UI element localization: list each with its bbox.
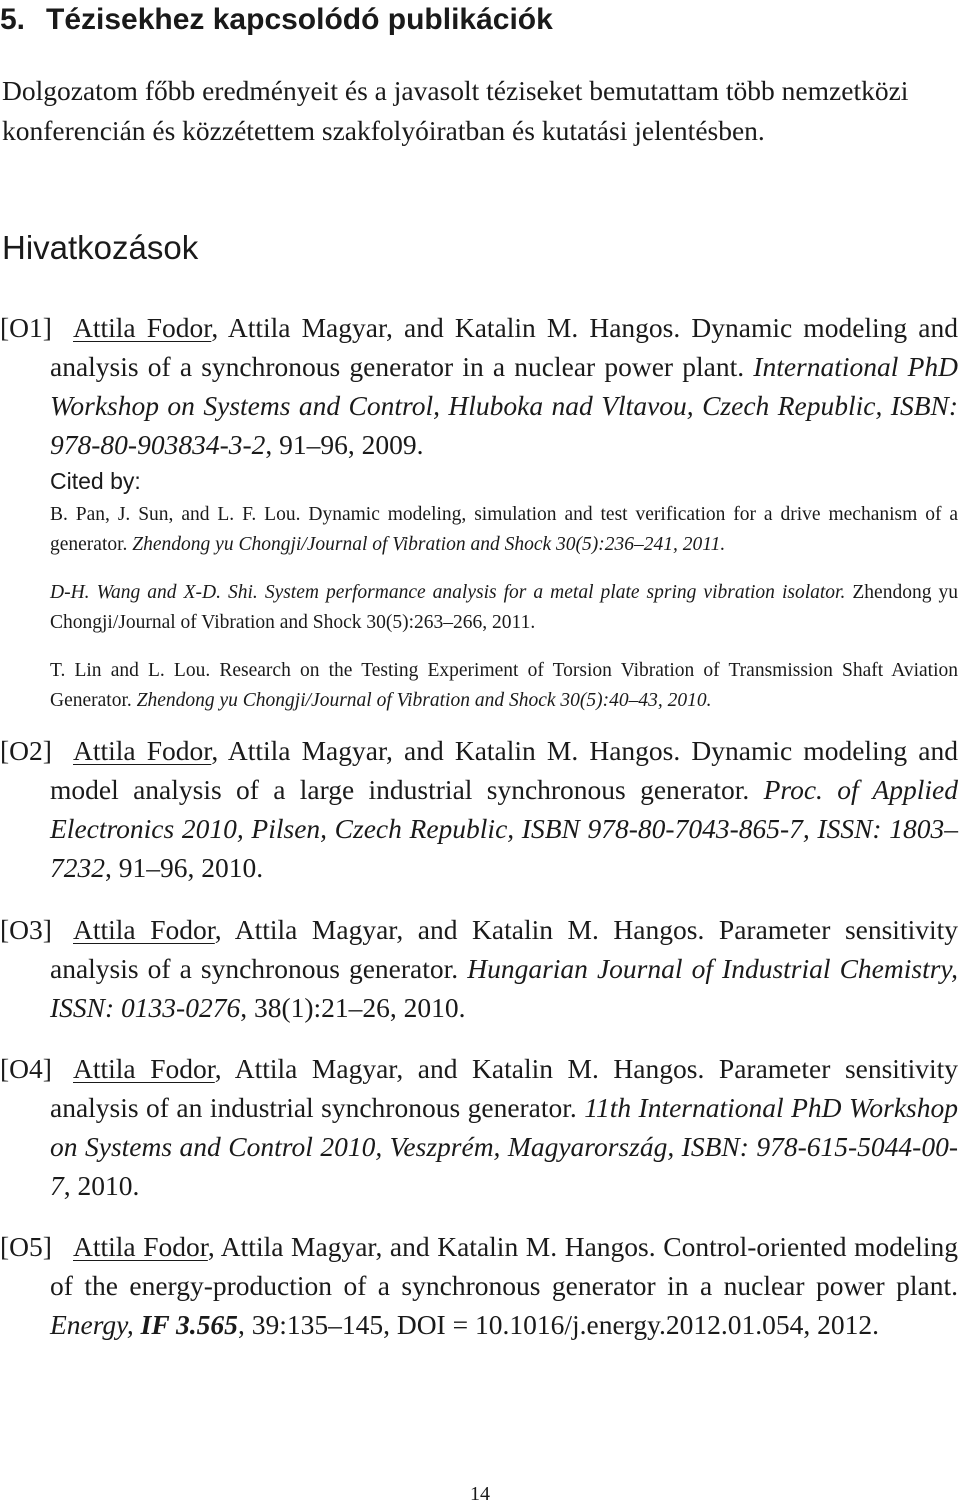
- reference-coauthors: , Attila Magyar, and Katalin M. Hangos.: [214, 1053, 705, 1084]
- citation-item: [50, 656, 958, 716]
- reference-venue: Energy,: [50, 1309, 134, 1340]
- reference-o2: [0, 731, 958, 887]
- citation-item: [50, 500, 958, 560]
- reference-coauthors: , Attila Magyar, and Katalin M. Hangos.: [207, 1231, 656, 1262]
- reference-first-author: Attila Fodor: [73, 1231, 208, 1262]
- citation-authors: B. Pan, J. Sun, and L. F. Lou.: [50, 504, 301, 525]
- reference-label: [O3]: [0, 914, 52, 945]
- section-number: 5.: [0, 3, 26, 36]
- citation-item: [50, 578, 958, 638]
- reference-details: , 91–96, 2010.: [105, 852, 264, 883]
- page-number: 14: [470, 1483, 490, 1505]
- reference-first-author: Attila Fodor: [73, 735, 212, 766]
- reference-o4: [0, 1049, 958, 1205]
- reference-title: Dynamic modeling and analysis of a synchronous generator in a nuclear power plant.: [50, 312, 959, 382]
- reference-venue: of Applied Electronics 2010, Pilsen, Czech Republic, ISBN 978-80-7043-865-7, ISSN: 1803–7232: [50, 774, 959, 883]
- reference-o1: [0, 308, 958, 734]
- section-title: Tézisekhez kapcsolódó publikációk: [46, 3, 553, 36]
- reference-venue: 11th International PhD Workshop on Systems and Control 2010, Veszprém, Magyarország, ISBN: 978-615-5044-00-7: [50, 1092, 958, 1201]
- reference-details: , 39:135–145, DOI = 10.1016/j.energy.2012.01.054, 2012.: [237, 1309, 880, 1340]
- intro-paragraph: Dolgozatom főbb eredményeit és a javasolt téziseket bemutattam több nemzetközi konferencián és közzétettem szakfolyóiratban és kutatási jelentésben.: [2, 75, 909, 146]
- reference-venue-prefix: Proc.: [763, 774, 823, 805]
- reference-first-author: Attila Fodor: [73, 312, 212, 343]
- reference-title: Control-oriented modeling of the energy-production of a synchronous generator in a nuclear power plant.: [50, 1231, 959, 1301]
- reference-venue: Hungarian Journal of Industrial Chemistry, ISSN: 0133-0276: [50, 953, 958, 1023]
- reference-label: [O1]: [0, 312, 52, 343]
- citation-authors: D-H. Wang and X-D. Shi.: [50, 582, 258, 603]
- reference-label: [O5]: [0, 1231, 52, 1262]
- reference-o5: [0, 1227, 958, 1344]
- reference-first-author: Attila Fodor: [73, 1053, 215, 1084]
- reference-o4-text: [0, 1049, 959, 1205]
- reference-o5-text: [0, 1227, 959, 1344]
- section-heading: [0, 0, 553, 40]
- cited-by-label: Cited by:: [50, 468, 141, 494]
- reference-details: , 91–96, 2009.: [265, 429, 424, 460]
- reference-title: Parameter sensitivity analysis of a synchronous generator.: [50, 914, 959, 984]
- reference-label: [O2]: [0, 735, 52, 766]
- reference-o1-text: [0, 308, 959, 464]
- reference-coauthors: , Attila Magyar, and Katalin M. Hangos.: [211, 312, 681, 343]
- citation-title: System performance analysis for a metal plate spring vibration isolator.: [264, 582, 846, 603]
- reference-o2-text: [0, 731, 959, 887]
- reference-impact-factor: IF 3.565: [140, 1309, 238, 1340]
- reference-details: , 38(1):21–26, 2010.: [240, 992, 466, 1023]
- reference-first-author: Attila Fodor: [73, 914, 215, 945]
- reference-title: Parameter sensitivity analysis of an industrial synchronous generator.: [50, 1053, 959, 1123]
- citation-source: Zhendong yu Chongji/Journal of Vibration and Shock 30(5):263–266, 2011.: [50, 582, 958, 633]
- citation-source: Zhendong yu Chongji/Journal of Vibration and Shock 30(5):40–43, 2010.: [136, 690, 712, 711]
- reference-venue: International PhD Workshop on Systems and Control, Hluboka nad Vltavou, Czech Republic, ISBN: 978-80-903834-3-2: [50, 351, 958, 460]
- citation-title: Research on the Testing Experiment of Torsion Vibration of Transmission Shaft Aviation Generator.: [50, 660, 958, 711]
- references-heading: Hivatkozások: [2, 229, 199, 266]
- citation-source: Zhendong yu Chongji/Journal of Vibration and Shock 30(5):236–241, 2011.: [132, 534, 726, 555]
- reference-label: [O4]: [0, 1053, 52, 1084]
- reference-details: , 2010.: [63, 1170, 140, 1201]
- reference-o3-text: [0, 910, 959, 1027]
- reference-title: Dynamic modeling and model analysis of a large industrial synchronous generator.: [50, 735, 959, 805]
- reference-coauthors: , Attila Magyar, and Katalin M. Hangos.: [214, 914, 705, 945]
- reference-coauthors: , Attila Magyar, and Katalin M. Hangos.: [211, 735, 681, 766]
- citation-title: Dynamic modeling, simulation and test verification for a drive mechanism of a generator.: [50, 504, 959, 555]
- citation-authors: T. Lin and L. Lou.: [50, 660, 211, 681]
- reference-o3: [0, 910, 958, 1027]
